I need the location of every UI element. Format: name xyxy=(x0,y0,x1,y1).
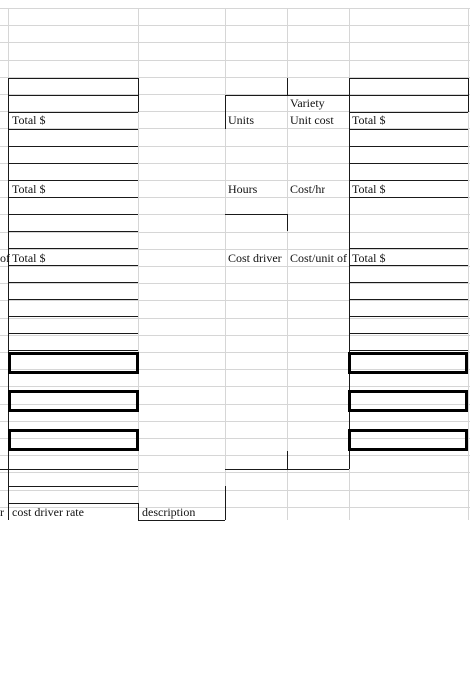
cell-border xyxy=(349,333,468,334)
grid-row-line xyxy=(0,300,470,301)
thick-border-cell[interactable] xyxy=(8,429,139,451)
cell-border xyxy=(8,78,138,79)
cell-border xyxy=(225,469,349,470)
cell-border xyxy=(8,486,138,487)
cell-border xyxy=(225,214,287,215)
cell-border xyxy=(8,333,138,334)
cell-border xyxy=(349,350,468,351)
grid-column-line xyxy=(225,8,226,520)
cell-border xyxy=(8,197,138,198)
cell-border xyxy=(8,78,9,520)
grid-row-line xyxy=(0,318,470,319)
grid-row-line xyxy=(0,455,470,456)
cost-per-unit-label[interactable]: Cost/unit of xyxy=(290,251,348,265)
cell-border xyxy=(287,214,288,231)
cell-border xyxy=(349,316,468,317)
grid-row-line xyxy=(0,283,470,284)
cell-border xyxy=(8,469,138,470)
grid-row-line xyxy=(0,421,470,422)
cost-driver-label[interactable]: Cost driver xyxy=(228,251,282,265)
cell-border xyxy=(225,95,226,129)
thick-border-cell[interactable] xyxy=(348,429,468,451)
cell-border xyxy=(138,520,225,521)
cost-driver-rate-label[interactable]: cost driver rate xyxy=(12,505,84,519)
cell-border xyxy=(8,316,138,317)
description-label[interactable]: description xyxy=(142,505,196,519)
cell-border xyxy=(8,146,138,147)
cell-border xyxy=(8,129,138,130)
cell-border xyxy=(468,78,469,112)
cell-border xyxy=(349,78,468,79)
units-label[interactable]: Units xyxy=(228,113,255,127)
thick-border-cell[interactable] xyxy=(348,352,468,374)
cell-border xyxy=(349,299,468,300)
cell-border xyxy=(0,469,8,470)
grid-row-line xyxy=(0,42,470,43)
cell-border xyxy=(8,282,138,283)
cell-border xyxy=(287,451,288,469)
cell-border xyxy=(138,503,139,520)
cell-border xyxy=(225,486,226,520)
grid-row-line xyxy=(0,8,470,9)
cell-border xyxy=(349,129,468,130)
cell-border xyxy=(8,248,138,249)
cell-border xyxy=(225,95,349,96)
cell-border xyxy=(8,163,138,164)
grid-row-line xyxy=(0,232,470,233)
cell-border xyxy=(8,299,138,300)
cell-border xyxy=(138,78,139,112)
grid-row-line xyxy=(0,386,470,387)
machine-total-label[interactable]: Total $ xyxy=(12,182,46,196)
overhead-total-right-label[interactable]: Total $ xyxy=(352,251,386,265)
cell-border xyxy=(349,146,468,147)
grid-row-line xyxy=(0,490,470,491)
cell-border xyxy=(349,197,468,198)
cell-border xyxy=(8,214,138,215)
grid-row-line xyxy=(0,60,470,61)
machine-total-right-label[interactable]: Total $ xyxy=(352,182,386,196)
cell-border xyxy=(349,248,468,249)
thick-border-cell[interactable] xyxy=(348,390,468,412)
unit-cost-label[interactable]: Unit cost xyxy=(290,113,334,127)
hours-label[interactable]: Hours xyxy=(228,182,258,196)
thick-border-cell[interactable] xyxy=(8,352,139,374)
grid-row-line xyxy=(0,266,470,267)
variety-label[interactable]: Variety xyxy=(290,96,325,110)
grid-row-line xyxy=(0,335,470,336)
thick-border-cell[interactable] xyxy=(8,390,139,412)
cell-border xyxy=(349,282,468,283)
truncated-of-label[interactable]: of xyxy=(0,251,10,265)
cell-border xyxy=(8,350,138,351)
cell-border xyxy=(8,231,138,232)
overhead-total-label[interactable]: Total $ xyxy=(12,251,46,265)
labs-total-label[interactable]: Total $ xyxy=(12,113,46,127)
cell-border xyxy=(349,163,468,164)
cost-per-hour-label[interactable]: Cost/hr xyxy=(290,182,326,196)
grid-row-line xyxy=(0,472,470,473)
truncated-r-label[interactable]: r xyxy=(0,505,4,519)
cell-border xyxy=(349,95,468,96)
cell-border xyxy=(8,95,138,96)
cell-border xyxy=(287,78,288,95)
grid-row-line xyxy=(0,25,470,26)
labs-total-right-label[interactable]: Total $ xyxy=(352,113,386,127)
